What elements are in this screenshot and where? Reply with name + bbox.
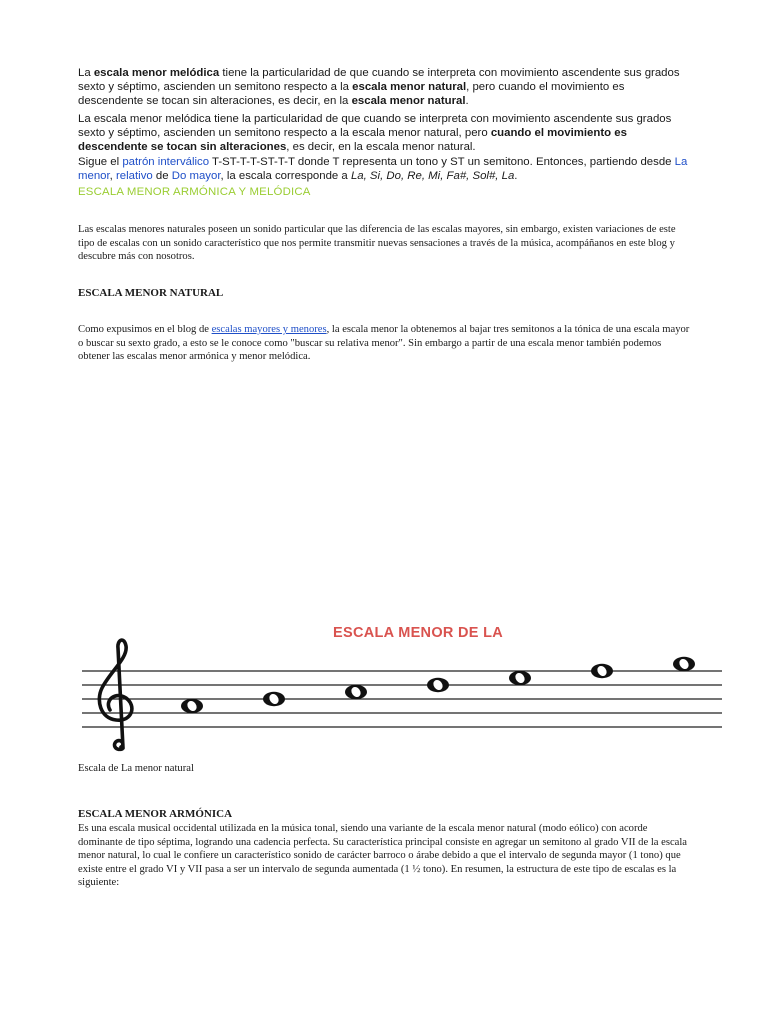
bold-text: escala menor natural xyxy=(351,95,466,108)
staff-lines xyxy=(82,671,722,727)
link-do-mayor[interactable]: Do mayor xyxy=(171,170,221,183)
whole-note-4 xyxy=(427,678,449,692)
treble-clef-icon xyxy=(99,640,132,749)
text-run: Como expusimos en el blog de xyxy=(78,324,212,335)
link-escalas-mayores-y-menores[interactable]: escalas mayores y menores xyxy=(211,324,327,335)
section-heading-green: ESCALA MENOR ARMÓNICA Y MELÓDICA xyxy=(78,186,311,198)
bold-text: cuando el movimiento es descendente se tocan sin alteraciones xyxy=(78,127,627,154)
link-patron-intervalico[interactable]: patrón interválico xyxy=(122,156,210,168)
paragraph-armonica: Es una escala musical occidental utilizada en la música tonal, siendo una variante de la escala menor natural (modo eólico) con acorde dominante de tipo séptima, logrando una cadencia perfecta. Su característica principal consiste en agregar un semitono al grado VII de la escala menor natural, lo cual le confiere un característico sonido de carácter barroco o árabe debido a que el intervalo de segunda mayor (1 tono) que existe entre el grado VI y VII pasa a ser un intervalo de segunda aumentada (1 ½ tono). En resumen, la estructura de este tipo de escalas es la siguiente: xyxy=(78,823,687,889)
heading-escala-menor-natural: ESCALA MENOR NATURAL xyxy=(78,287,224,299)
heading-escala-menor-armonica: ESCALA MENOR ARMÓNICA xyxy=(78,808,233,820)
whole-note-5 xyxy=(509,671,531,685)
paragraph-melodica-detail xyxy=(78,112,690,155)
figure-caption: Escala de La menor natural xyxy=(78,763,194,774)
text-run: Sigue el xyxy=(78,156,123,168)
music-staff-image xyxy=(82,618,722,758)
text-run: , pero cuando el movimiento es descendente se tocan sin alteraciones, es decir, en la xyxy=(78,81,625,108)
scale-figure xyxy=(82,618,722,758)
text-run: T-ST-T-T-ST-T-T donde T representa un tono y ST un semitono. Entonces, partiendo desde xyxy=(209,156,675,168)
figure-title: ESCALA MENOR DE LA xyxy=(333,625,504,641)
text-run: . xyxy=(465,95,469,108)
whole-note-6 xyxy=(591,664,613,678)
link-relativo[interactable]: relativo xyxy=(116,170,153,183)
text-run: , la escala menor la obtenemos al bajar tres semitonos a la tónica de una escala mayor o buscar su sexto grado, a esto se le conoce como "buscar su relativa menor". Sin embargo a partir de una escala menor también podemos obtener las escalas menor armónica y menor melódica. xyxy=(78,324,690,363)
paragraph-melodica-intro xyxy=(78,66,690,109)
text-run: , es decir, en la escala menor natural. xyxy=(286,141,476,154)
text-run: , xyxy=(109,170,117,183)
link-la-menor[interactable]: La menor xyxy=(78,156,688,183)
paragraph-interval-pattern xyxy=(78,155,690,183)
paragraph-natural xyxy=(78,323,690,364)
whole-note-1 xyxy=(181,699,203,713)
bold-text: escala menor natural xyxy=(352,81,467,94)
bold-text: escala menor melódica xyxy=(93,67,220,79)
text-run: de xyxy=(152,170,172,183)
text-run: La xyxy=(78,67,94,79)
italic-text: La, Si, Do, Re, Mi, Fa#, Sol#, La xyxy=(350,170,515,183)
notes-layer xyxy=(181,650,722,713)
text-run: , la escala corresponde a xyxy=(220,170,351,183)
text-run: tiene la particularidad de que cuando se interpreta con movimiento ascendente sus grados sexto y séptimo, ascienden un semitono respecto a la xyxy=(78,67,680,94)
text-run: . xyxy=(514,170,518,183)
paragraph-intro-serif: Las escalas menores naturales poseen un sonido particular que las diferencia de las escalas mayores, sin embargo, existen variaciones de este tipo de escalas con un sonido característico que nos permite transmitir nuevas sensaciones a través de la música, acompáñanos en este blog y descubre más con nosotros. xyxy=(78,224,676,263)
whole-note-3 xyxy=(345,685,367,699)
whole-note-2 xyxy=(263,692,285,706)
text-run: La escala menor melódica tiene la particularidad de que cuando se interpreta con movimiento ascendente sus grados sexto y séptimo, ascienden un semitono respecto a la escala menor natural, pero xyxy=(78,113,672,140)
whole-note-7 xyxy=(673,657,695,671)
